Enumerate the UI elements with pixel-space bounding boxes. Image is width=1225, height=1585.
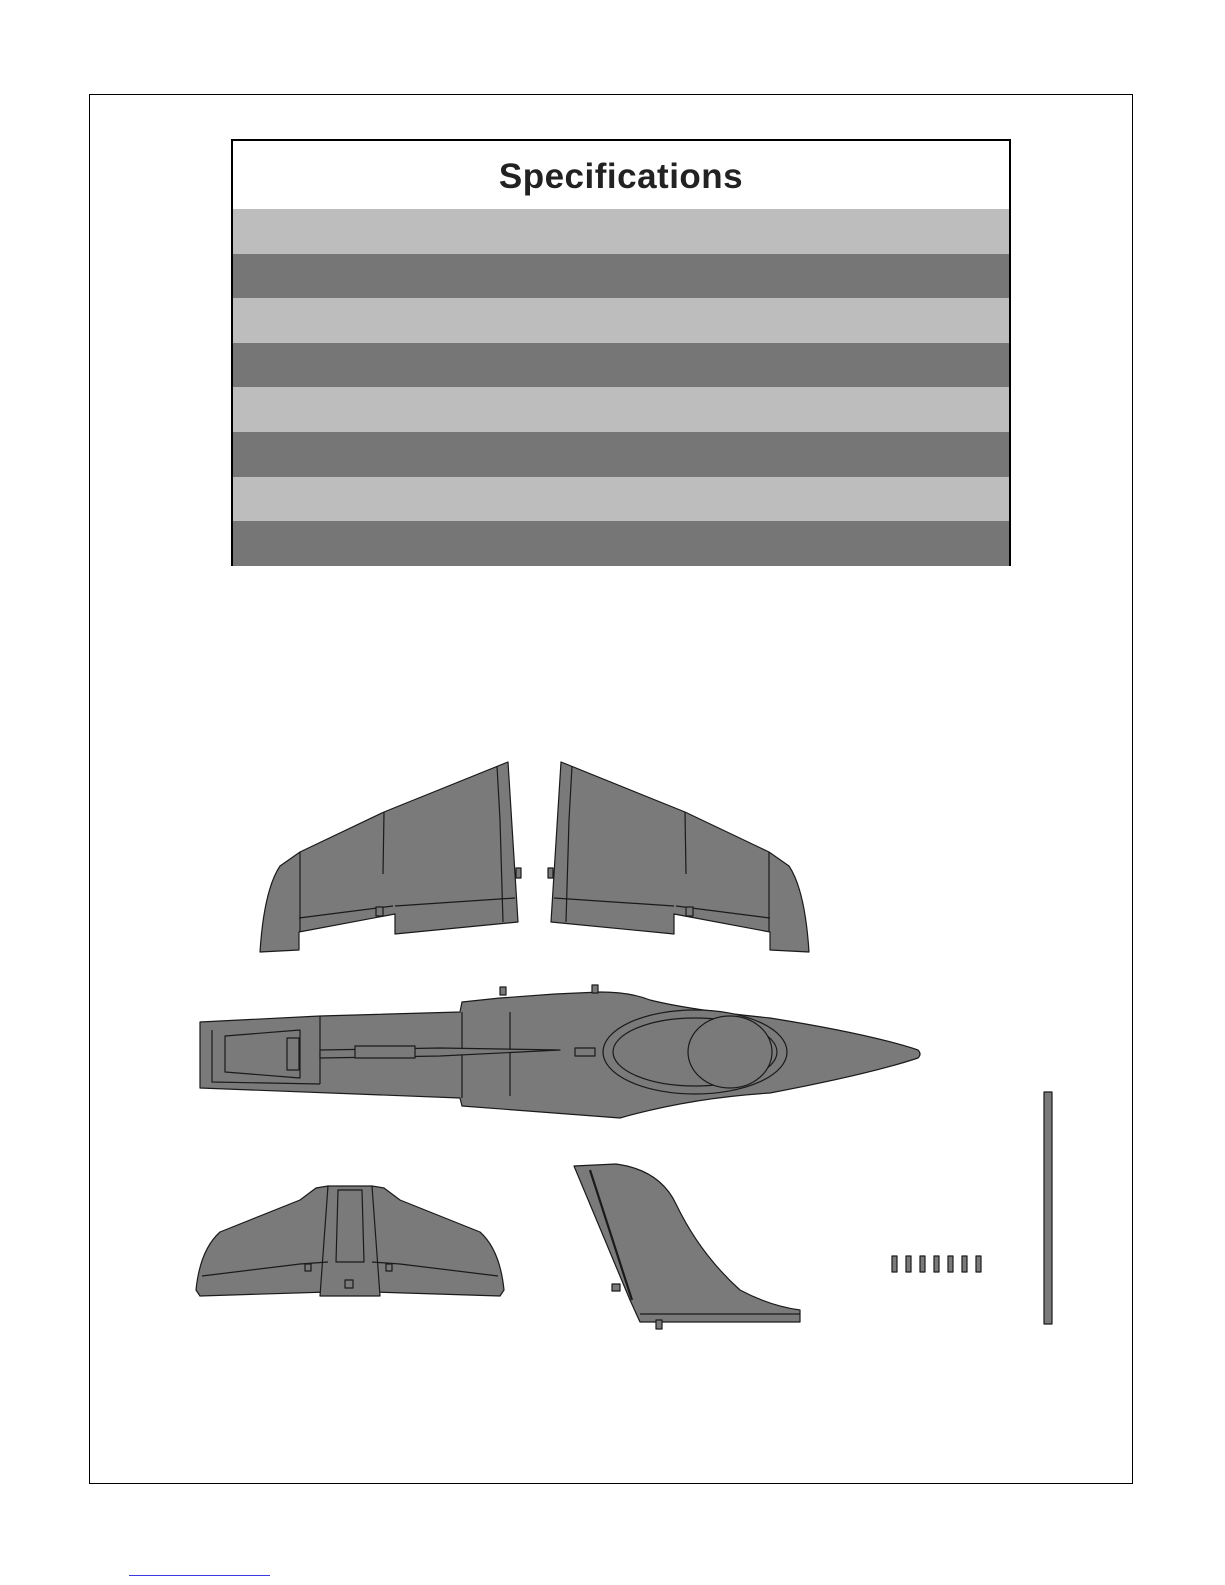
wing-spar-tube bbox=[1044, 1092, 1052, 1324]
vertical-stabilizer bbox=[574, 1164, 800, 1329]
horizontal-stabilizer bbox=[196, 1186, 504, 1296]
screws bbox=[892, 1256, 981, 1272]
specifications-title: Specifications bbox=[498, 157, 744, 196]
footer-link-underline bbox=[129, 1575, 270, 1576]
right-wing bbox=[548, 762, 809, 952]
fuselage bbox=[200, 985, 920, 1118]
left-wing bbox=[260, 762, 521, 952]
